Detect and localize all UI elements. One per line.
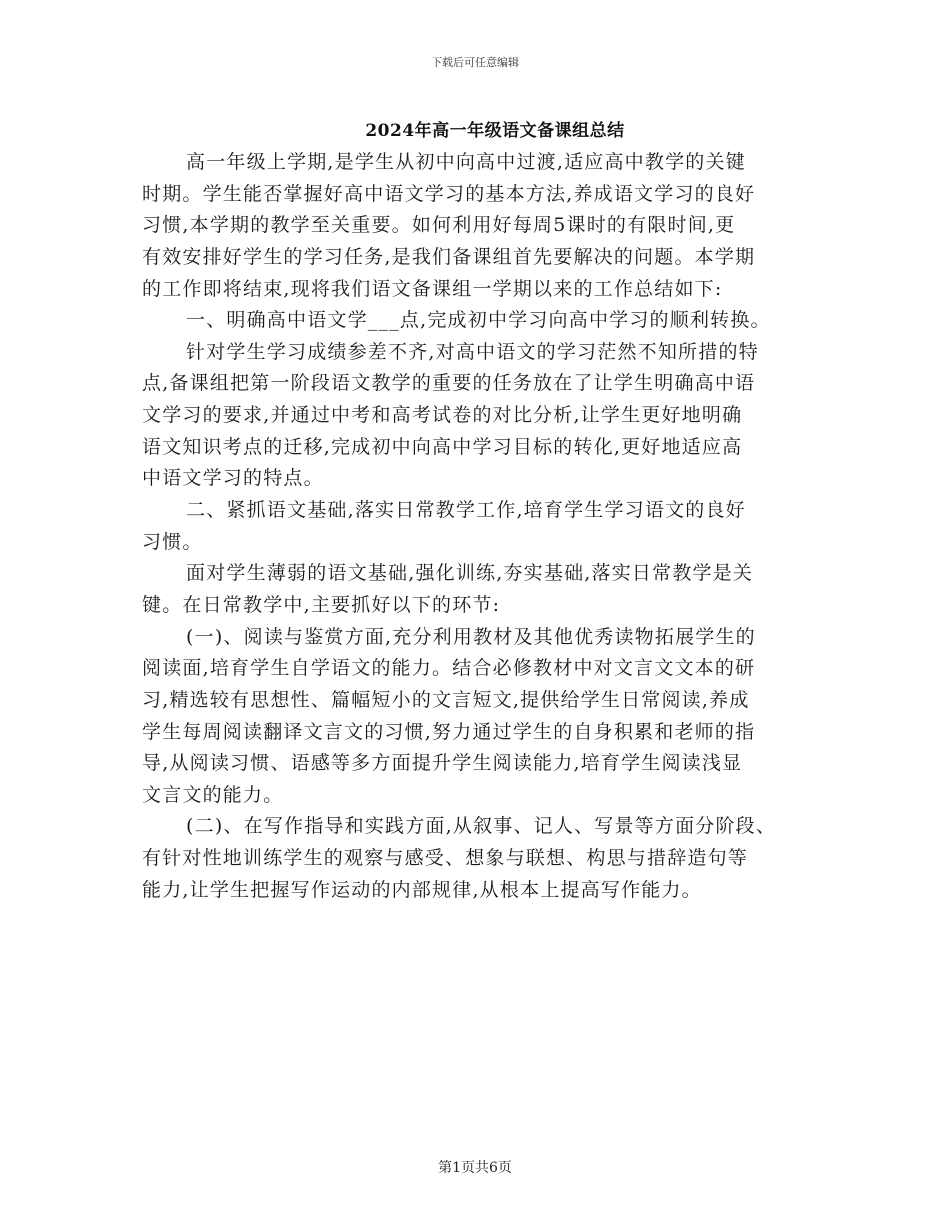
paragraph-line: 导,从阅读习惯、语感等多方面提升学生阅读能力,培育学生阅读浅显 [142,752,743,775]
section-heading: 二、紧抓语文基础,落实日常教学工作,培育学生学习语文的良好 [186,499,746,522]
section-heading: 一、明确高中语文学___点,完成初中学习向高中学习的顺利转换。 [186,309,771,332]
paragraph-line: 习,精选较有思想性、篇幅短小的文言短文,提供给学生日常阅读,养成 [142,688,750,711]
document-title: 2024年高一年级语文备课组总结 [365,121,625,141]
paragraph-line: 习惯,本学期的教学至关重要。如何利用好每周5课时的有限时间,更 [142,214,736,237]
paragraph-line: 能力,让学生把握写作运动的内部规律,从根本上提高写作能力。 [142,878,702,901]
paragraph-line: 点,备课组把第一阶段语文教学的重要的任务放在了让学生明确高中语 [142,372,756,395]
paragraph-line: 文学习的要求,并通过中考和高考试卷的对比分析,让学生更好地明确 [142,404,743,427]
paragraph-line: 有针对性地训练学生的观察与感受、想象与联想、构思与措辞造句等 [142,847,749,870]
paragraph-line: 阅读面,培育学生自学语文的能力。结合必修教材中对文言文文本的研 [142,657,756,680]
paragraph-line: 中语文学习的特点。 [142,467,324,490]
paragraph-line: 面对学生薄弱的语文基础,强化训练,夯实基础,落实日常教学是关 [186,562,754,585]
paragraph-line: 文言文的能力。 [142,783,284,806]
paragraph-line: 语文知识考点的迁移,完成初中向高中学习目标的转化,更好地适应高 [142,435,743,458]
paragraph-line: 习惯。 [142,530,203,553]
paragraph-line: 学生每周阅读翻译文言文的习惯,努力通过学生的自身积累和老师的指 [142,720,756,743]
page-number-footer: 第1页共6页 [438,1160,512,1176]
paragraph-line: 的工作即将结束,现将我们语文备课组一学期以来的工作总结如下: [142,277,723,300]
paragraph-line: 时期。学生能否掌握好高中语文学习的基本方法,养成语文学习的良好 [142,182,756,205]
document-body [142,147,822,906]
paragraph-line: 键。在日常教学中,主要抓好以下的环节: [142,593,501,616]
paragraph-line: 针对学生学习成绩参差不齐,对高中语文的学习茫然不知所措的特 [186,340,759,363]
paragraph-line: 高一年级上学期,是学生从初中向高中过渡,适应高中教学的关键 [186,151,746,173]
header-note: 下载后可任意编辑 [431,56,519,69]
paragraph-line: 有效安排好学生的学习任务,是我们备课组首先要解决的问题。本学期 [142,245,756,268]
paragraph-line: (二)、在写作指导和实践方面,从叙事、记人、写景等方面分阶段、 [186,815,777,838]
paragraph-line: (一)、阅读与鉴赏方面,充分利用教材及其他优秀读物拓展学生的 [186,625,756,648]
